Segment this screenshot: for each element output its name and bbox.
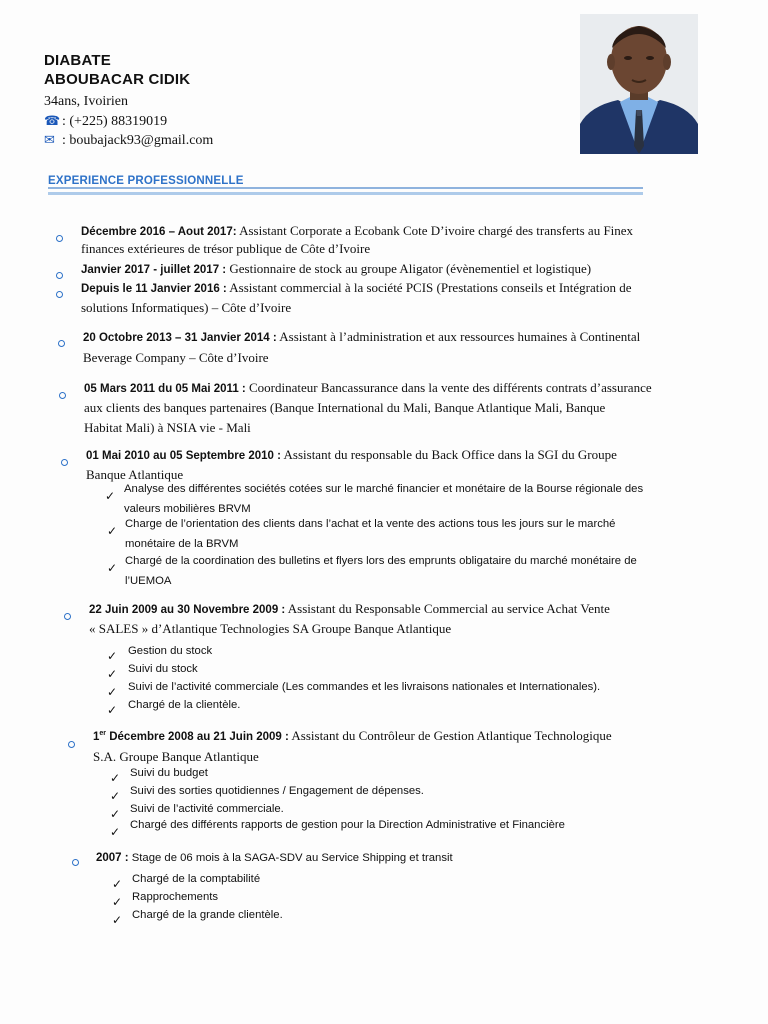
entry-line xyxy=(84,380,652,396)
entry-line xyxy=(81,223,633,239)
task-item: Charge de l’orientation des clients dans l’achat et la vente des actions tous les jours sur le marché xyxy=(125,518,616,530)
checkmark-icon: ✓ xyxy=(107,649,118,663)
first-names: ABOUBACAR CIDIK xyxy=(44,71,191,88)
entry-line xyxy=(81,280,631,296)
checkmark-icon: ✓ xyxy=(110,807,121,821)
phone-line xyxy=(44,113,167,130)
task-item: Suivi des sorties quotidiennes / Engagement de dépenses. xyxy=(130,785,424,797)
entry-description-continued: « SALES » d’Atlantique Technologies SA Groupe Banque Atlantique xyxy=(89,621,452,636)
email-address: : boubajack93@gmail.com xyxy=(62,133,214,148)
checkmark-icon: ✓ xyxy=(110,789,121,803)
section-title: EXPERIENCE PROFESSIONNELLE xyxy=(48,175,244,187)
task-item: Chargé de la grande clientèle. xyxy=(132,909,283,921)
telephone-icon: ☎ xyxy=(44,113,61,128)
entry-description: Assistant commercial à la société PCIS (Prestations conseils et Intégration de xyxy=(226,280,632,295)
task-item-continued: monétaire de la BRVM xyxy=(125,538,239,550)
entry-description-continued: aux clients des banques partenaires (Banque International du Mali, Banque Atlantique Mali, Banque xyxy=(84,400,606,415)
checkmark-icon: ✓ xyxy=(107,703,118,717)
entry-date: 2007 : xyxy=(96,852,129,864)
task-item: Chargé de la coordination des bulletins et flyers lors des emprunts obligataire du marché monétaire de xyxy=(125,555,637,567)
entry-date: 05 Mars 2011 du 05 Mai 2011 : xyxy=(84,383,246,395)
task-item-continued: valeurs mobilières BRVM xyxy=(124,503,251,515)
bullet-circle-icon xyxy=(61,459,68,466)
entry-date-suffix: er xyxy=(99,730,107,738)
section-divider xyxy=(48,187,643,189)
bullet-circle-icon xyxy=(56,291,63,298)
entry-description-continued: Habitat Mali) à NSIA vie - Mali xyxy=(84,420,251,435)
entry-date: Depuis le 11 Janvier 2016 : xyxy=(81,283,227,295)
task-item: Chargé de la comptabilité xyxy=(132,873,261,885)
checkmark-icon: ✓ xyxy=(110,825,121,839)
bullet-circle-icon xyxy=(58,340,65,347)
entry-date: 22 Juin 2009 au 30 Novembre 2009 : xyxy=(89,604,286,616)
entry-description: Assistant du responsable du Back Office dans la SGI du Groupe xyxy=(280,447,617,462)
profile-photo xyxy=(580,14,698,154)
entry-description: Assistant Corporate a Ecobank Cote D’ivoire chargé des transferts au Finex xyxy=(236,223,634,238)
entry-description: Stage de 06 mois à la SAGA-SDV au Service Shipping et transit xyxy=(128,852,453,864)
entry-description-continued: Banque Atlantique xyxy=(86,467,184,482)
section-divider-secondary xyxy=(48,192,643,195)
bullet-circle-icon xyxy=(56,235,63,242)
entry-description: Assistant à l’administration et aux ressources humaines à Continental xyxy=(276,329,641,344)
checkmark-icon: ✓ xyxy=(112,895,123,909)
entry-line xyxy=(96,850,453,865)
checkmark-icon: ✓ xyxy=(107,561,118,575)
task-item: Suivi du budget xyxy=(130,767,208,779)
bullet-circle-icon xyxy=(64,613,71,620)
entry-date: Janvier 2017 - juillet 2017 : xyxy=(81,264,227,276)
entry-description: Coordinateur Bancassurance dans la vente des différents contrats d’assurance xyxy=(245,380,652,395)
entry-description-continued: finances extérieures de trésor publique de Côte d’Ivoire xyxy=(81,241,371,256)
entry-description: Assistant du Contrôleur de Gestion Atlantique Technologique xyxy=(288,728,612,743)
entry-date-day: 1 xyxy=(93,731,100,743)
task-item: Gestion du stock xyxy=(128,645,213,657)
entry-date: 20 Octobre 2013 – 31 Janvier 2014 : xyxy=(83,332,277,344)
task-item: Suivi du stock xyxy=(128,663,198,675)
checkmark-icon: ✓ xyxy=(107,524,118,538)
entry-description-continued: Beverage Company – Côte d’Ivoire xyxy=(83,350,269,365)
entry-line xyxy=(83,329,640,345)
bullet-circle-icon xyxy=(56,272,63,279)
entry-description: Gestionnaire de stock au groupe Aligator (évènementiel et logistique) xyxy=(226,261,592,276)
task-item: Analyse des différentes sociétés cotées sur le marché financier et monétaire de la Bourse régionale des xyxy=(124,483,644,495)
entry-line xyxy=(86,447,617,463)
entry-line xyxy=(93,728,612,744)
age-nationality: 34ans, Ivoirien xyxy=(44,94,128,109)
checkmark-icon: ✓ xyxy=(112,877,123,891)
entry-description: Assistant du Responsable Commercial au service Achat Vente xyxy=(285,601,610,616)
task-item: Suivi de l’activité commerciale. xyxy=(130,803,284,815)
checkmark-icon: ✓ xyxy=(112,913,123,927)
entry-date: 01 Mai 2010 au 05 Septembre 2010 : xyxy=(86,450,281,462)
task-item: Suivi de l’activité commerciale (Les commandes et les livraisons nationales et Internationales). xyxy=(128,681,601,693)
entry-line xyxy=(81,261,591,277)
task-item: Chargé des différents rapports de gestion pour la Direction Administrative et Financière xyxy=(130,819,565,831)
task-item: Chargé de la clientèle. xyxy=(128,699,241,711)
checkmark-icon: ✓ xyxy=(107,685,118,699)
email-line xyxy=(44,132,213,149)
bullet-circle-icon xyxy=(72,859,79,866)
bullet-circle-icon xyxy=(68,741,75,748)
checkmark-icon: ✓ xyxy=(107,667,118,681)
checkmark-icon: ✓ xyxy=(110,771,121,785)
envelope-icon: ✉ xyxy=(44,132,55,147)
checkmark-icon: ✓ xyxy=(105,489,116,503)
bullet-circle-icon xyxy=(59,392,66,399)
entry-line xyxy=(89,601,610,617)
phone-number: : (+225) 88319019 xyxy=(62,114,168,129)
entry-description-continued: solutions Informatiques) – Côte d’Ivoire xyxy=(81,300,292,315)
task-item: Rapprochements xyxy=(132,891,219,903)
task-item-continued: l’UEMOA xyxy=(125,575,172,587)
entry-date: Décembre 2008 au 21 Juin 2009 : xyxy=(106,731,289,743)
last-name: DIABATE xyxy=(44,52,111,69)
entry-date: Décembre 2016 – Aout 2017: xyxy=(81,226,237,238)
entry-description-continued: S.A. Groupe Banque Atlantique xyxy=(93,749,259,764)
